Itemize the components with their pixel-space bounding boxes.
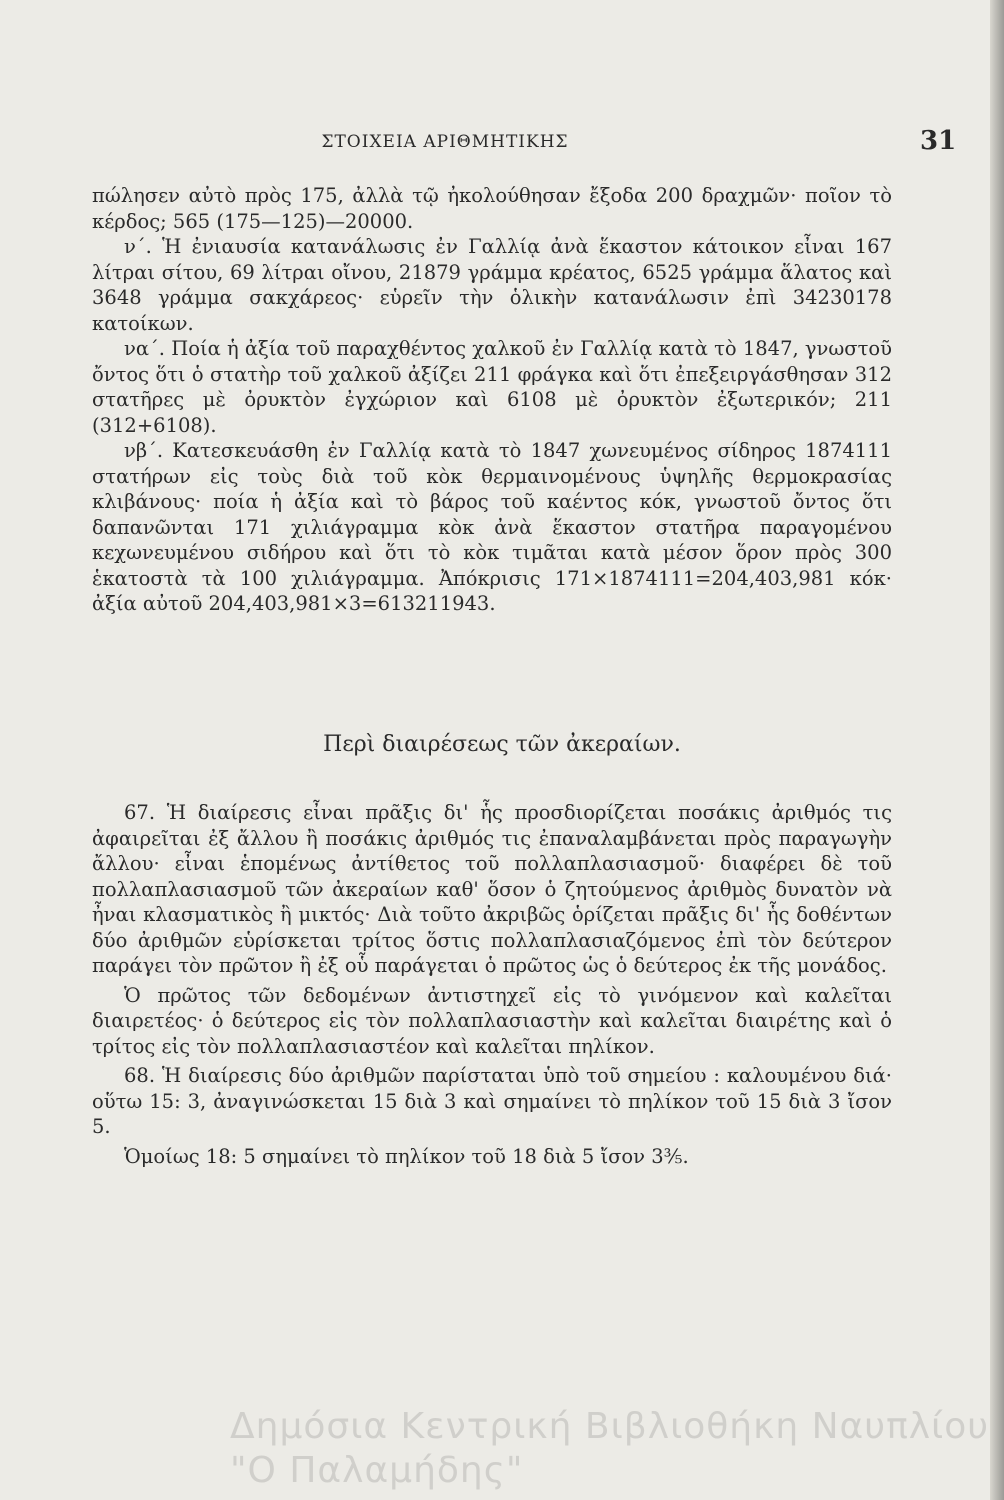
section-heading: Περὶ διαιρέσεως τῶν ἀκεραίων. [323, 732, 681, 757]
problem-52: νβ΄. Κατεσκευάσθη ἐν Γαλλίᾳ κατὰ τὸ 1847 χωνευμένος σίδηρος 1874111 στατήρων εἰς τοὺς διὰ τοῦ κὸκ θερμαινομένους ὑψηλῆς θερμοκρασίας κλιβάνους· ποία ἡ ἀξία καὶ τὸ βάρος τοῦ καέντος κόκ, γνωστοῦ ὄντος ὅτι δαπανῶνται 171 χιλιάγραμμα κὸκ ἀνὰ ἕκαστον στατῆρα παραγομένου κεχωνευμένου σιδήρου καὶ ὅτι τὸ κὸκ τιμᾶται κατὰ μέσον ὅρον πρὸς 300 ἑκατοστὰ τὰ 100 χιλιάγραμμα. Ἀπόκρισις 171×1874111=204,403,981 κόκ· ἀξία αὐτοῦ 204,403,981×3=613211943. [92, 439, 892, 615]
problem-51: να΄. Ποία ἡ ἀξία τοῦ παραχθέντος χαλκοῦ ἐν Γαλλίᾳ κατὰ τὸ 1847, γνωστοῦ ὄντος ὅτι ὁ στατὴρ τοῦ χαλκοῦ ἀξίζει 211 φράγκα καὶ ὅτι ἐπεξειργάσθησαν 312 στατῆρες μὲ ὀρυκτὸν ἐγχώριον καὶ 6108 μὲ ὀρυκτὸν ἐξωτερικόν; 211 (312+6108). [92, 337, 892, 437]
paragraph-example: Ὁμοίως 18: 5 σημαίνει τὸ πηλίκον τοῦ 18 διὰ 5 ἴσον 3⅗. [124, 1144, 689, 1168]
running-title: ΣΤΟΙΧΕΙΑ ΑΡΙΘΜΗΤΙΚΗΣ [321, 132, 569, 152]
problem-continuation: πώλησεν αὐτὸ πρὸς 175, ἀλλὰ τῷ ἠκολούθησαν ἔξοδα 200 δραχμῶν· ποῖον τὸ κέρδος; 565 (175—125)—20000. [92, 184, 892, 233]
division-section [92, 800, 892, 1169]
page-number: 31 [920, 126, 957, 156]
paragraph-68: 68. Ἡ διαίρεσις δύο ἀριθμῶν παρίσταται ὑπὸ τοῦ σημείου : καλουμένου διά· οὕτω 15: 3, ἀναγινώσκεται 15 διὰ 3 καὶ σημαίνει τὸ πηλίκον τοῦ 15 διὰ 3 ἴσον 5. [92, 1064, 892, 1138]
watermark-line-2: "Ο Παλαμήδης" [230, 1450, 524, 1491]
library-watermark [230, 1405, 990, 1493]
paragraph-67: 67. Ἡ διαίρεσις εἶναι πρᾶξις δι' ἧς προσδιορίζεται ποσάκις ἀριθμός τις ἀφαιρεῖται ἐξ ἄλλου ἢ ποσάκις ἀριθμός τις ἐπαναλαμβάνεται πρὸς παραγωγὴν ἄλλου· εἶναι ἑπομένως ἀντίθετος τοῦ πολλαπλασιασμοῦ· διαφέρει δὲ τοῦ πολλαπλασιασμοῦ τῶν ἀκεραίων καθ' ὅσον ὁ ζητούμενος ἀριθμὸς δυνατὸν νὰ ἦναι κλασματικὸς ἢ μικτός· Διὰ τοῦτο ἀκριβῶς ὁρίζεται πρᾶξις δι' ἧς δοθέντων δύο ἀριθμῶν εὑρίσκεται τρίτος ὅστις πολλαπλασιαζόμενος ἐπὶ τὸν δεύτερον παράγει τὸν πρῶτον ἢ ἐξ οὗ παράγεται ὁ πρῶτος ὡς ὁ δεύτερος ἐκ τῆς μονάδος. [92, 801, 892, 977]
problem-50: ν΄. Ἡ ἐνιαυσία κατανάλωσις ἐν Γαλλίᾳ ἀνὰ ἕκαστον κάτοικον εἶναι 167 λίτραι σίτου, 69 λίτραι οἴνου, 21879 γράμμα κρέατος, 6525 γράμμα ἅλατος καὶ 3648 γράμμα σακχάρεος· εὑρεῖν τὴν ὁλικὴν κατανάλωσιν ἐπὶ 34230178 κατοίκων. [92, 235, 892, 335]
watermark-line-1: Δημόσια Κεντρική Βιβλιοθήκη Ναυπλίου [230, 1406, 990, 1447]
paragraph-terms: Ὁ πρῶτος τῶν δεδομένων ἀντιστηχεῖ εἰς τὸ γινόμενον καὶ καλεῖται διαιρετέος· ὁ δεύτερος εἰς τὸν πολλαπλασιαστὴν καὶ καλεῖται διαιρέτης καὶ ὁ τρίτος εἰς τὸν πολλαπλασιαστέον καὶ καλεῖται πηλίκον. [92, 983, 892, 1058]
problems-block [92, 183, 892, 617]
